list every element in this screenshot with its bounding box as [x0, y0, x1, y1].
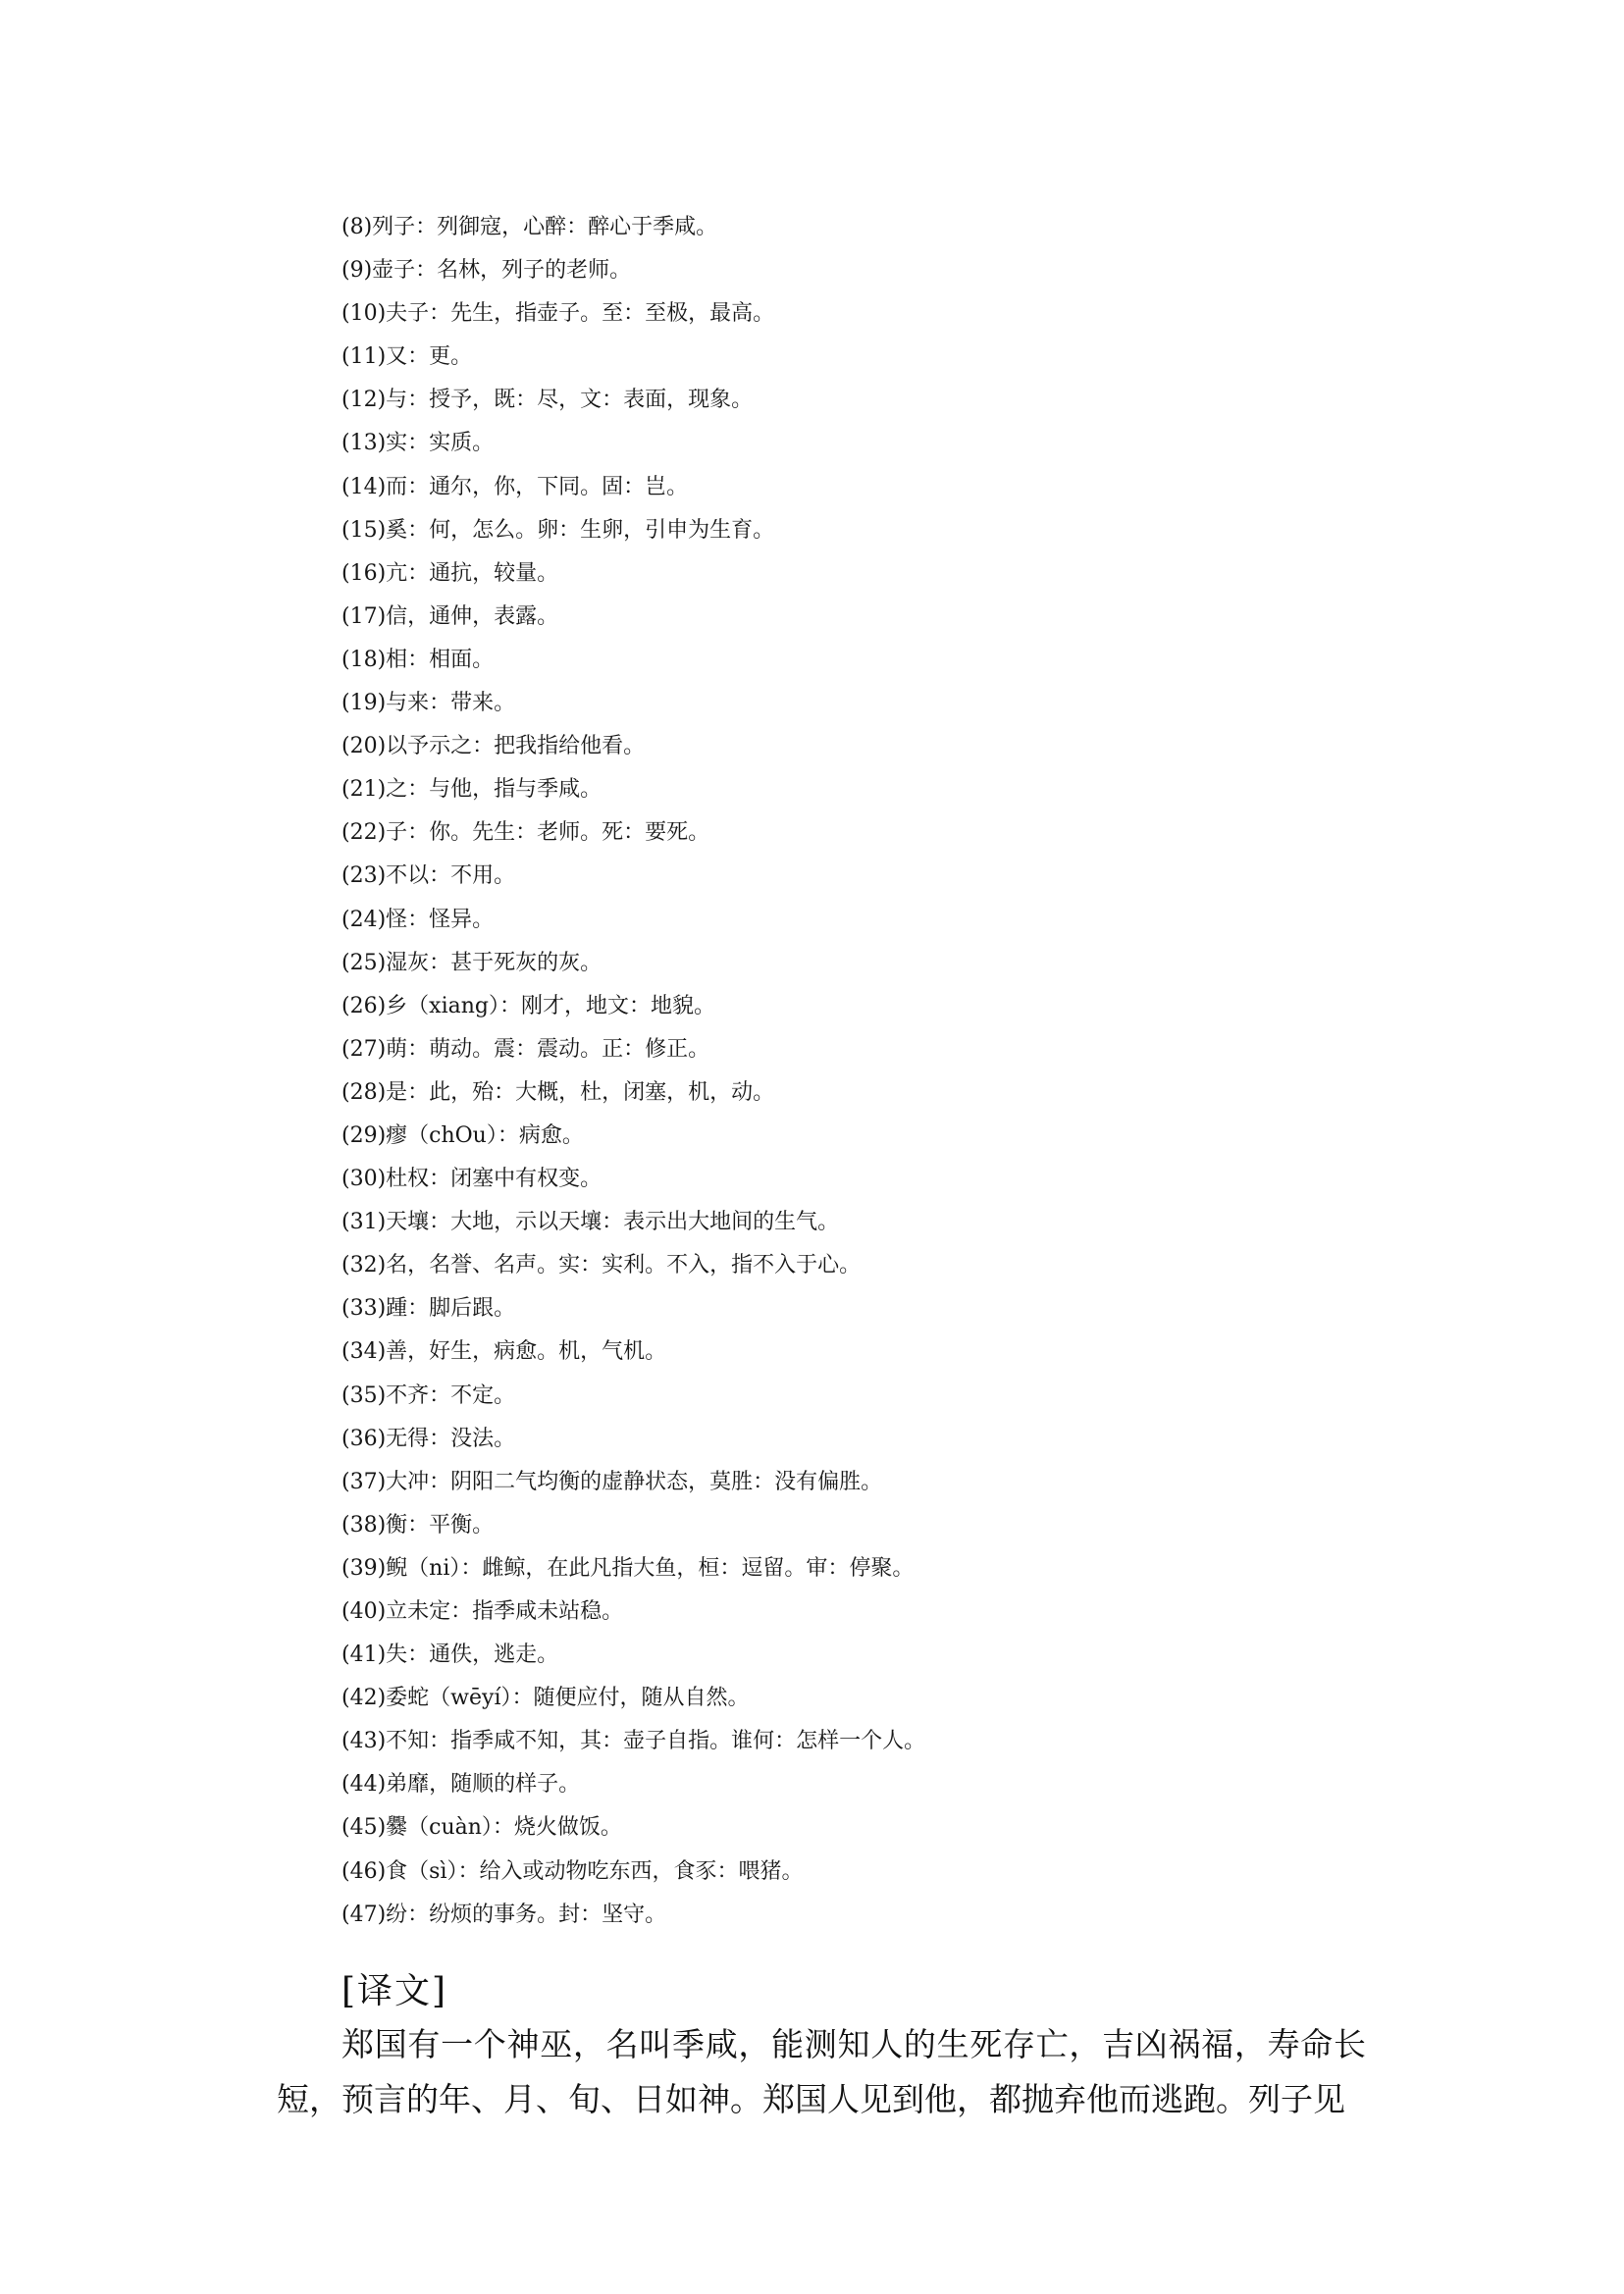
annotation-item: (19)与来：带来。 [341, 691, 516, 716]
annotation-item: (35)不齐：不定。 [341, 1382, 516, 1408]
annotation-item: (43)不知：指季咸不知，其：壶子自指。谁何：怎样一个人。 [341, 1729, 926, 1754]
annotation-item: (20)以予示之：把我指给他看。 [341, 734, 646, 759]
annotation-item: (37)大冲：阴阳二气均衡的虚静状态，莫胜：没有偏胜。 [341, 1469, 883, 1494]
annotation-item: (31)天壤：大地，示以天壤：表示出大地间的生气。 [341, 1210, 840, 1235]
annotation-item: (18)相：相面。 [341, 647, 495, 672]
translation-paragraph: 郑国有一个神巫，名叫季咸，能测知人的生死存亡，吉凶祸福，寿命长短，预言的年、月、旬、日如神。郑国人见到他，都抛弃他而逃跑。列子见 [277, 2025, 1366, 2118]
annotation-item: (10)夫子：先生，指壶子。至：至极，最高。 [341, 301, 775, 327]
annotation-item: (21)之：与他，指与季咸。 [341, 777, 602, 803]
annotation-item: (30)杜权：闭塞中有权变。 [341, 1167, 602, 1192]
annotation-item: (45)爨（cuàn）：烧火做饭。 [341, 1815, 622, 1841]
annotation-item: (29)瘳（chOu）：病愈。 [341, 1122, 584, 1148]
annotation-item: (23)不以：不用。 [341, 863, 516, 889]
annotation-item: (22)子：你。先生：老师。死：要死。 [341, 820, 710, 846]
annotation-item: (39)鲵（ni）：雌鲸，在此凡指大鱼，桓：逗留。审：停聚。 [341, 1555, 915, 1581]
annotation-item: (46)食（sì）：给入或动物吃东西，食豕：喂猪。 [341, 1858, 804, 1884]
annotation-list [341, 206, 925, 1937]
section-title: [译文] [341, 1971, 448, 2011]
annotation-item: (15)奚：何，怎么。卵：生卵，引申为生育。 [341, 517, 775, 543]
annotation-item: (34)善，好生，病愈。机，气机。 [341, 1339, 667, 1365]
annotation-item: (28)是：此，殆：大概，杜，闭塞，机，动。 [341, 1079, 775, 1105]
annotation-item: (11)又：更。 [341, 344, 473, 370]
annotation-item: (47)纷：纷烦的事务。封：坚守。 [341, 1902, 667, 1927]
annotation-item: (36)无得：没法。 [341, 1426, 516, 1451]
annotation-item: (12)与：授予，既：尽，文：表面，现象。 [341, 388, 754, 413]
annotation-item: (26)乡（xiang）：刚才，地文：地貌。 [341, 993, 715, 1018]
annotation-item: (17)信，通伸，表露。 [341, 603, 559, 629]
annotation-item: (14)而：通尔，你，下同。固：岂。 [341, 474, 689, 499]
annotation-item: (32)名，名誉、名声。实：实利。不入，指不入于心。 [341, 1253, 862, 1278]
annotation-item: (38)衡：平衡。 [341, 1512, 495, 1538]
annotation-item: (41)失：通佚，逃走。 [341, 1642, 559, 1668]
annotation-item: (40)立未定：指季咸未站稳。 [341, 1599, 624, 1624]
annotation-item: (9)壶子：名林，列子的老师。 [341, 258, 632, 284]
annotation-item: (13)实：实质。 [341, 431, 495, 456]
annotation-item: (8)列子：列御寇，心醉：醉心于季咸。 [341, 215, 718, 239]
annotation-item: (33)踵：脚后跟。 [341, 1296, 516, 1322]
annotation-item: (24)怪：怪异。 [341, 907, 495, 932]
annotation-item: (42)委蛇（wēyí）：随便应付，随从自然。 [341, 1686, 750, 1711]
annotation-item: (16)亢：通抗，较量。 [341, 560, 559, 586]
annotation-item: (27)萌：萌动。震：震动。正：修正。 [341, 1036, 710, 1062]
annotation-item: (44)弟靡，随顺的样子。 [341, 1772, 581, 1798]
annotation-item: (25)湿灰：甚于死灰的灰。 [341, 950, 602, 975]
